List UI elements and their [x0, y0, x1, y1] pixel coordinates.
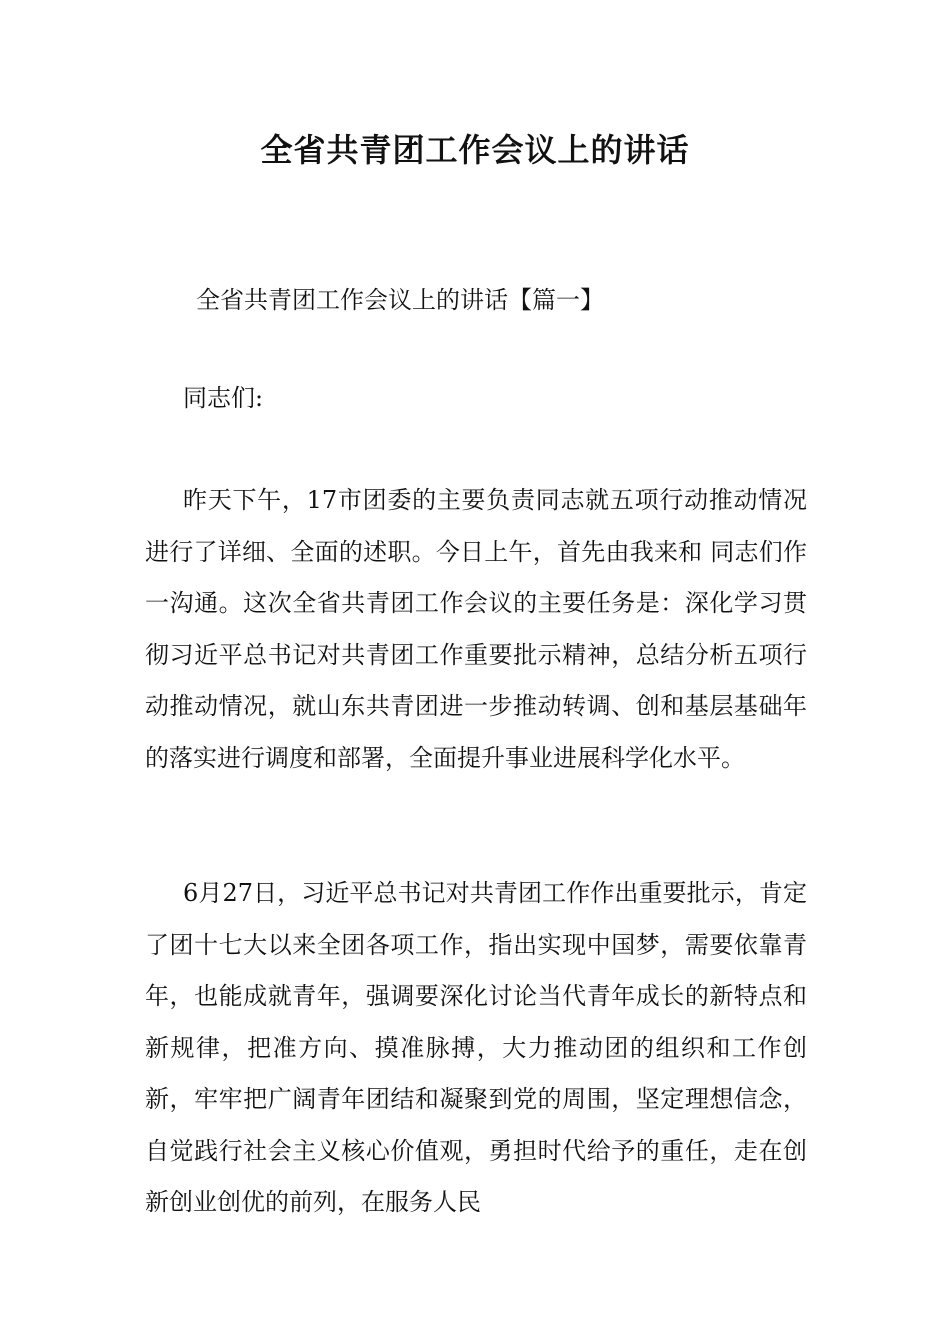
- document-title: 全省共青团工作会议上的讲话: [260, 131, 690, 169]
- section-subtitle: 全省共青团工作会议上的讲话【篇一】: [196, 286, 604, 314]
- paragraph-1: 昨天下午，17市团委的主要负责同志就五项行动推动情况进行了详细、全面的述职。今日上午，首先由我来和 同志们作一沟通。这次全省共青团工作会议的主要任务是：深化学习贯彻习近平总书记对共青团工作重要批示精神，总结分析五项行动推动情况，就山东共青团进一步推动转调、创和基层基础年的落实进行调度和部署，全面提升事业进展科学化水平。: [145, 486, 807, 772]
- paragraph-2: 6月27日，习近平总书记对共青团工作作出重要批示，肯定了团十七大以来全团各项工作，指出实现中国梦，需要依靠青年，也能成就青年，强调要深化讨论当代青年成长的新特点和新规律，把准方向、摸准脉搏，大力推动团的组织和工作创新，牢牢把广阔青年团结和凝聚到党的周围，坚定理想信念，自觉践行社会主义核心价值观，勇担时代给予的重任，走在创新创业创优的前列，在服务人民: [145, 879, 807, 1216]
- salutation: 同志们:: [183, 384, 264, 412]
